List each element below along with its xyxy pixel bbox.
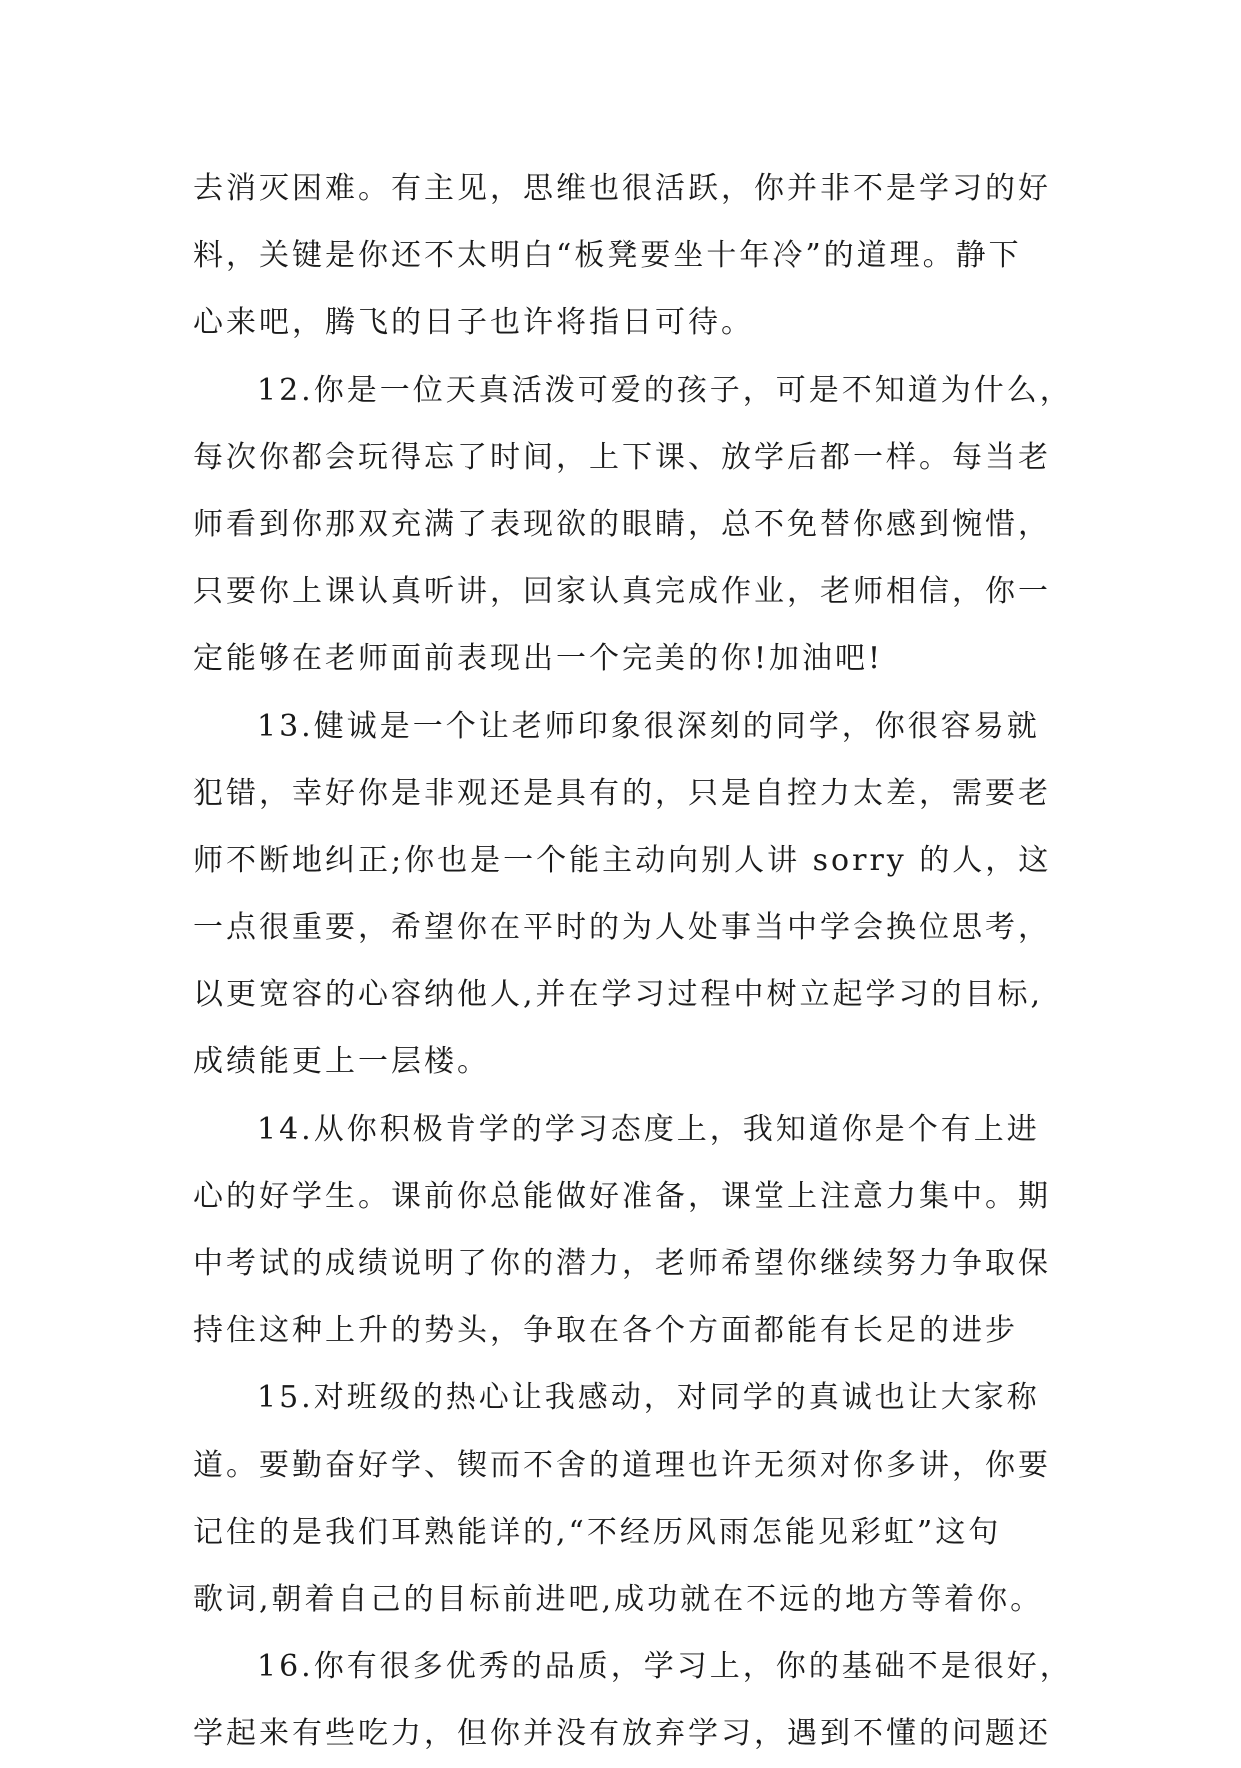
paragraph-14	[193, 1096, 1053, 1365]
text-line: 定能够在老师面前表现出一个完美的你!加油吧!	[193, 641, 884, 677]
text-line: 中考试的成绩说明了你的潜力，老师希望你继续努力争取保	[193, 1246, 1051, 1281]
paragraph-12	[193, 357, 1073, 693]
text-line: 持住这种上升的势头，争取在各个方面都能有长足的进步	[193, 1313, 1018, 1349]
text-line: 成绩能更上一层楼。	[193, 1044, 490, 1080]
text-line: 15.对班级的热心让我感动，对同学的真诚也让大家称	[257, 1380, 1040, 1416]
text-line: 师不断地纠正;你也是一个能主动向别人讲 sorry 的人，这	[193, 842, 1052, 878]
paragraph-15	[193, 1364, 1053, 1633]
text-line: 犯错，幸好你是非观还是具有的，只是自控力太差，需要老	[193, 775, 1051, 811]
text-line: 心来吧，腾飞的日子也许将指日可待。	[193, 305, 754, 341]
text-line: 心的好学生。课前你总能做好准备，课堂上注意力集中。期	[193, 1178, 1051, 1214]
text-line: 14.从你积极肯学的学习态度上，我知道你是个有上进	[257, 1111, 1040, 1147]
text-line: 学起来有些吃力，但你并没有放弃学习，遇到不懂的问题还	[193, 1716, 1051, 1752]
text-line: 12.你是一位天真活泼可爱的孩子，可是不知道为什么，	[257, 372, 1073, 408]
text-line: 去消灭困难。有主见，思维也很活跃，你并非不是学习的好	[193, 171, 1051, 206]
text-line: 13.健诚是一个让老师印象很深刻的同学，你很容易就	[257, 708, 1040, 744]
text-line: 16.你有很多优秀的品质，学习上，你的基础不是很好，	[257, 1649, 1073, 1685]
text-line: 记住的是我们耳熟能详的,“不经历风雨怎能见彩虹”这句	[193, 1514, 1002, 1550]
paragraph-13	[193, 693, 1053, 1096]
text-line: 料，关键是你还不太明白“板凳要坐十年冷”的道理。静下	[193, 238, 1022, 274]
text-line: 师看到你那双充满了表现欲的眼睛，总不免替你感到惋惜，	[193, 506, 1051, 542]
text-column	[193, 155, 1073, 1768]
text-line: 歌词,朝着自己的目标前进吧,成功就在不远的地方等着你。	[193, 1581, 1044, 1617]
paragraph-16	[193, 1633, 1073, 1767]
text-line: 每次你都会玩得忘了时间，上下课、放学后都一样。每当老	[193, 439, 1051, 475]
text-line: 道。要勤奋好学、锲而不舍的道理也许无须对你多讲，你要	[193, 1447, 1051, 1483]
text-line: 以更宽容的心容纳他人,并在学习过程中树立起学习的目标,	[193, 977, 1044, 1013]
text-line: 一点很重要，希望你在平时的为人处事当中学会换位思考，	[193, 910, 1051, 946]
text-line: 只要你上课认真听讲，回家认真完成作业，老师相信，你一	[193, 574, 1051, 610]
paragraph-continuation	[193, 155, 1053, 357]
